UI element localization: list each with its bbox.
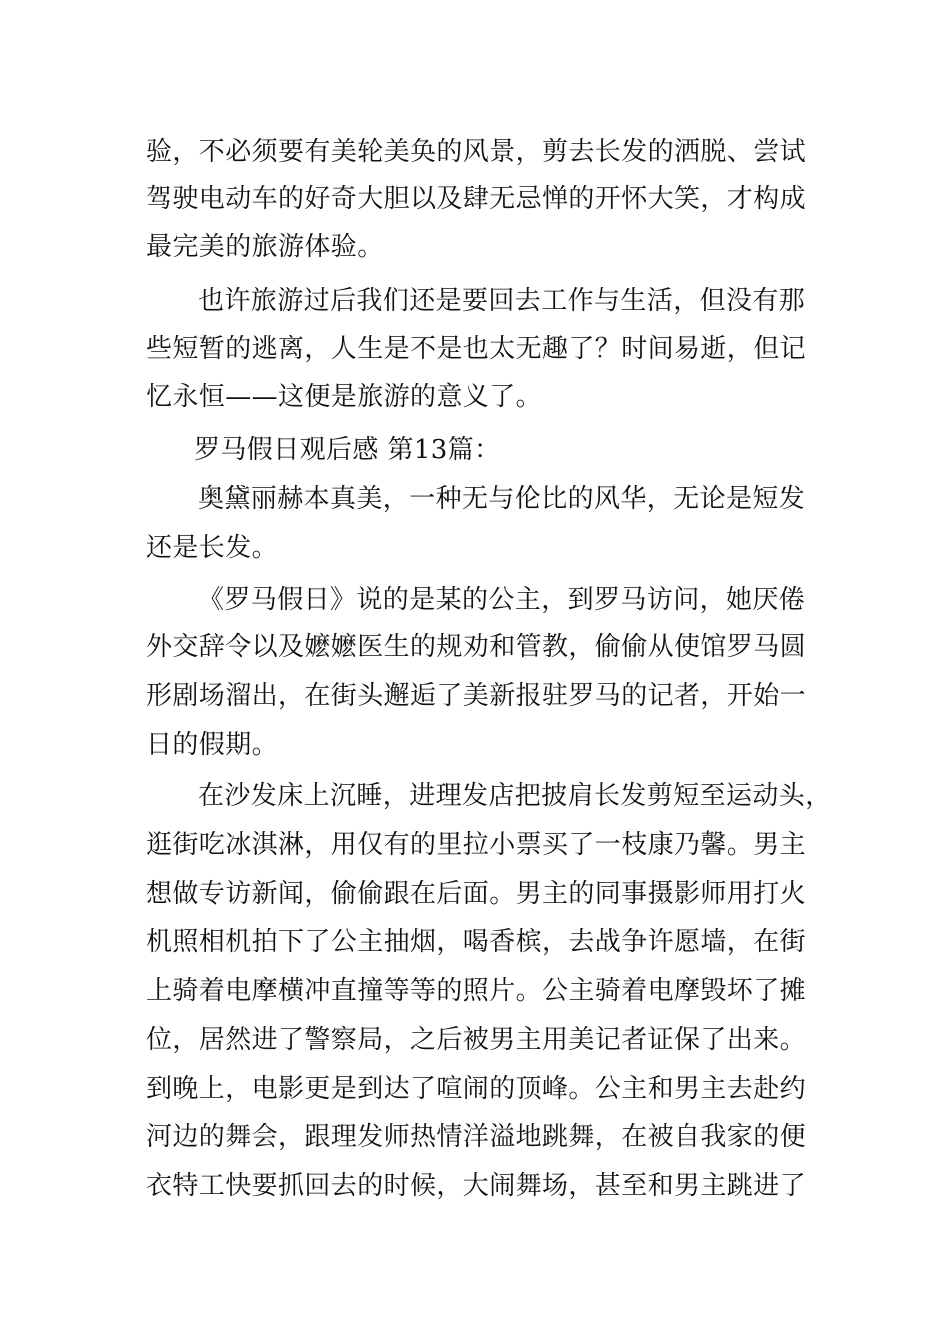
text-line: 到晚上，电影更是到达了喧闹的顶峰。公主和男主去赴约 [146,1074,807,1104]
text-line: 位，居然进了警察局，之后被男主用美记者证保了出来。 [146,1025,807,1055]
text-line: 外交辞令以及嬷嬷医生的规劝和管教，偷偷从使馆罗马圆 [146,632,807,662]
paragraph-first-line: 也许旅游过后我们还是要回去工作与生活，但没有那 [198,286,806,316]
paragraph-first-line: 奥黛丽赫本真美，一种无与伦比的风华，无论是短发 [198,484,806,514]
text-line: 衣特工快要抓回去的时候，大闹舞场，甚至和男主跳进了 [146,1171,807,1201]
text-line: 驾驶电动车的好奇大胆以及肆无忌惮的开怀大笑，才构成 [146,184,807,214]
text-line: 想做专访新闻，偷偷跟在后面。男主的同事摄影师用打火 [146,879,807,909]
text-line: 机照相机拍下了公主抽烟，喝香槟，去战争许愿墙，在街 [146,927,807,957]
text-line: 些短暂的逃离，人生是不是也太无趣了？时间易逝，但记 [146,334,807,364]
text-line: 验，不必须要有美轮美奂的风景，剪去长发的洒脱、尝试 [146,137,807,167]
paragraph-first-line: 在沙发床上沉睡，进理发店把披肩长发剪短至运动头， [198,781,832,811]
text-line: 形剧场溜出，在街头邂逅了美新报驻罗马的记者，开始一 [146,681,807,711]
text-line: 日的假期。 [146,730,279,760]
text-line: 忆永恒——这便是旅游的意义了。 [146,382,543,412]
text-line: 最完美的旅游体验。 [146,232,384,262]
text-line: 还是长发。 [146,533,279,563]
text-line: 河边的舞会，跟理发师热情洋溢地跳舞，在被自我家的便 [146,1122,807,1152]
paragraph-first-line: 《罗马假日》说的是某的公主，到罗马访问，她厌倦 [198,585,806,615]
text-line: 上骑着电摩横冲直撞等等的照片。公主骑着电摩毁坏了摊 [146,976,807,1006]
section-heading: 罗马假日观后感 第13篇： [194,435,501,465]
text-line: 逛街吃冰淇淋，用仅有的里拉小票买了一枝康乃馨。男主 [146,830,807,860]
